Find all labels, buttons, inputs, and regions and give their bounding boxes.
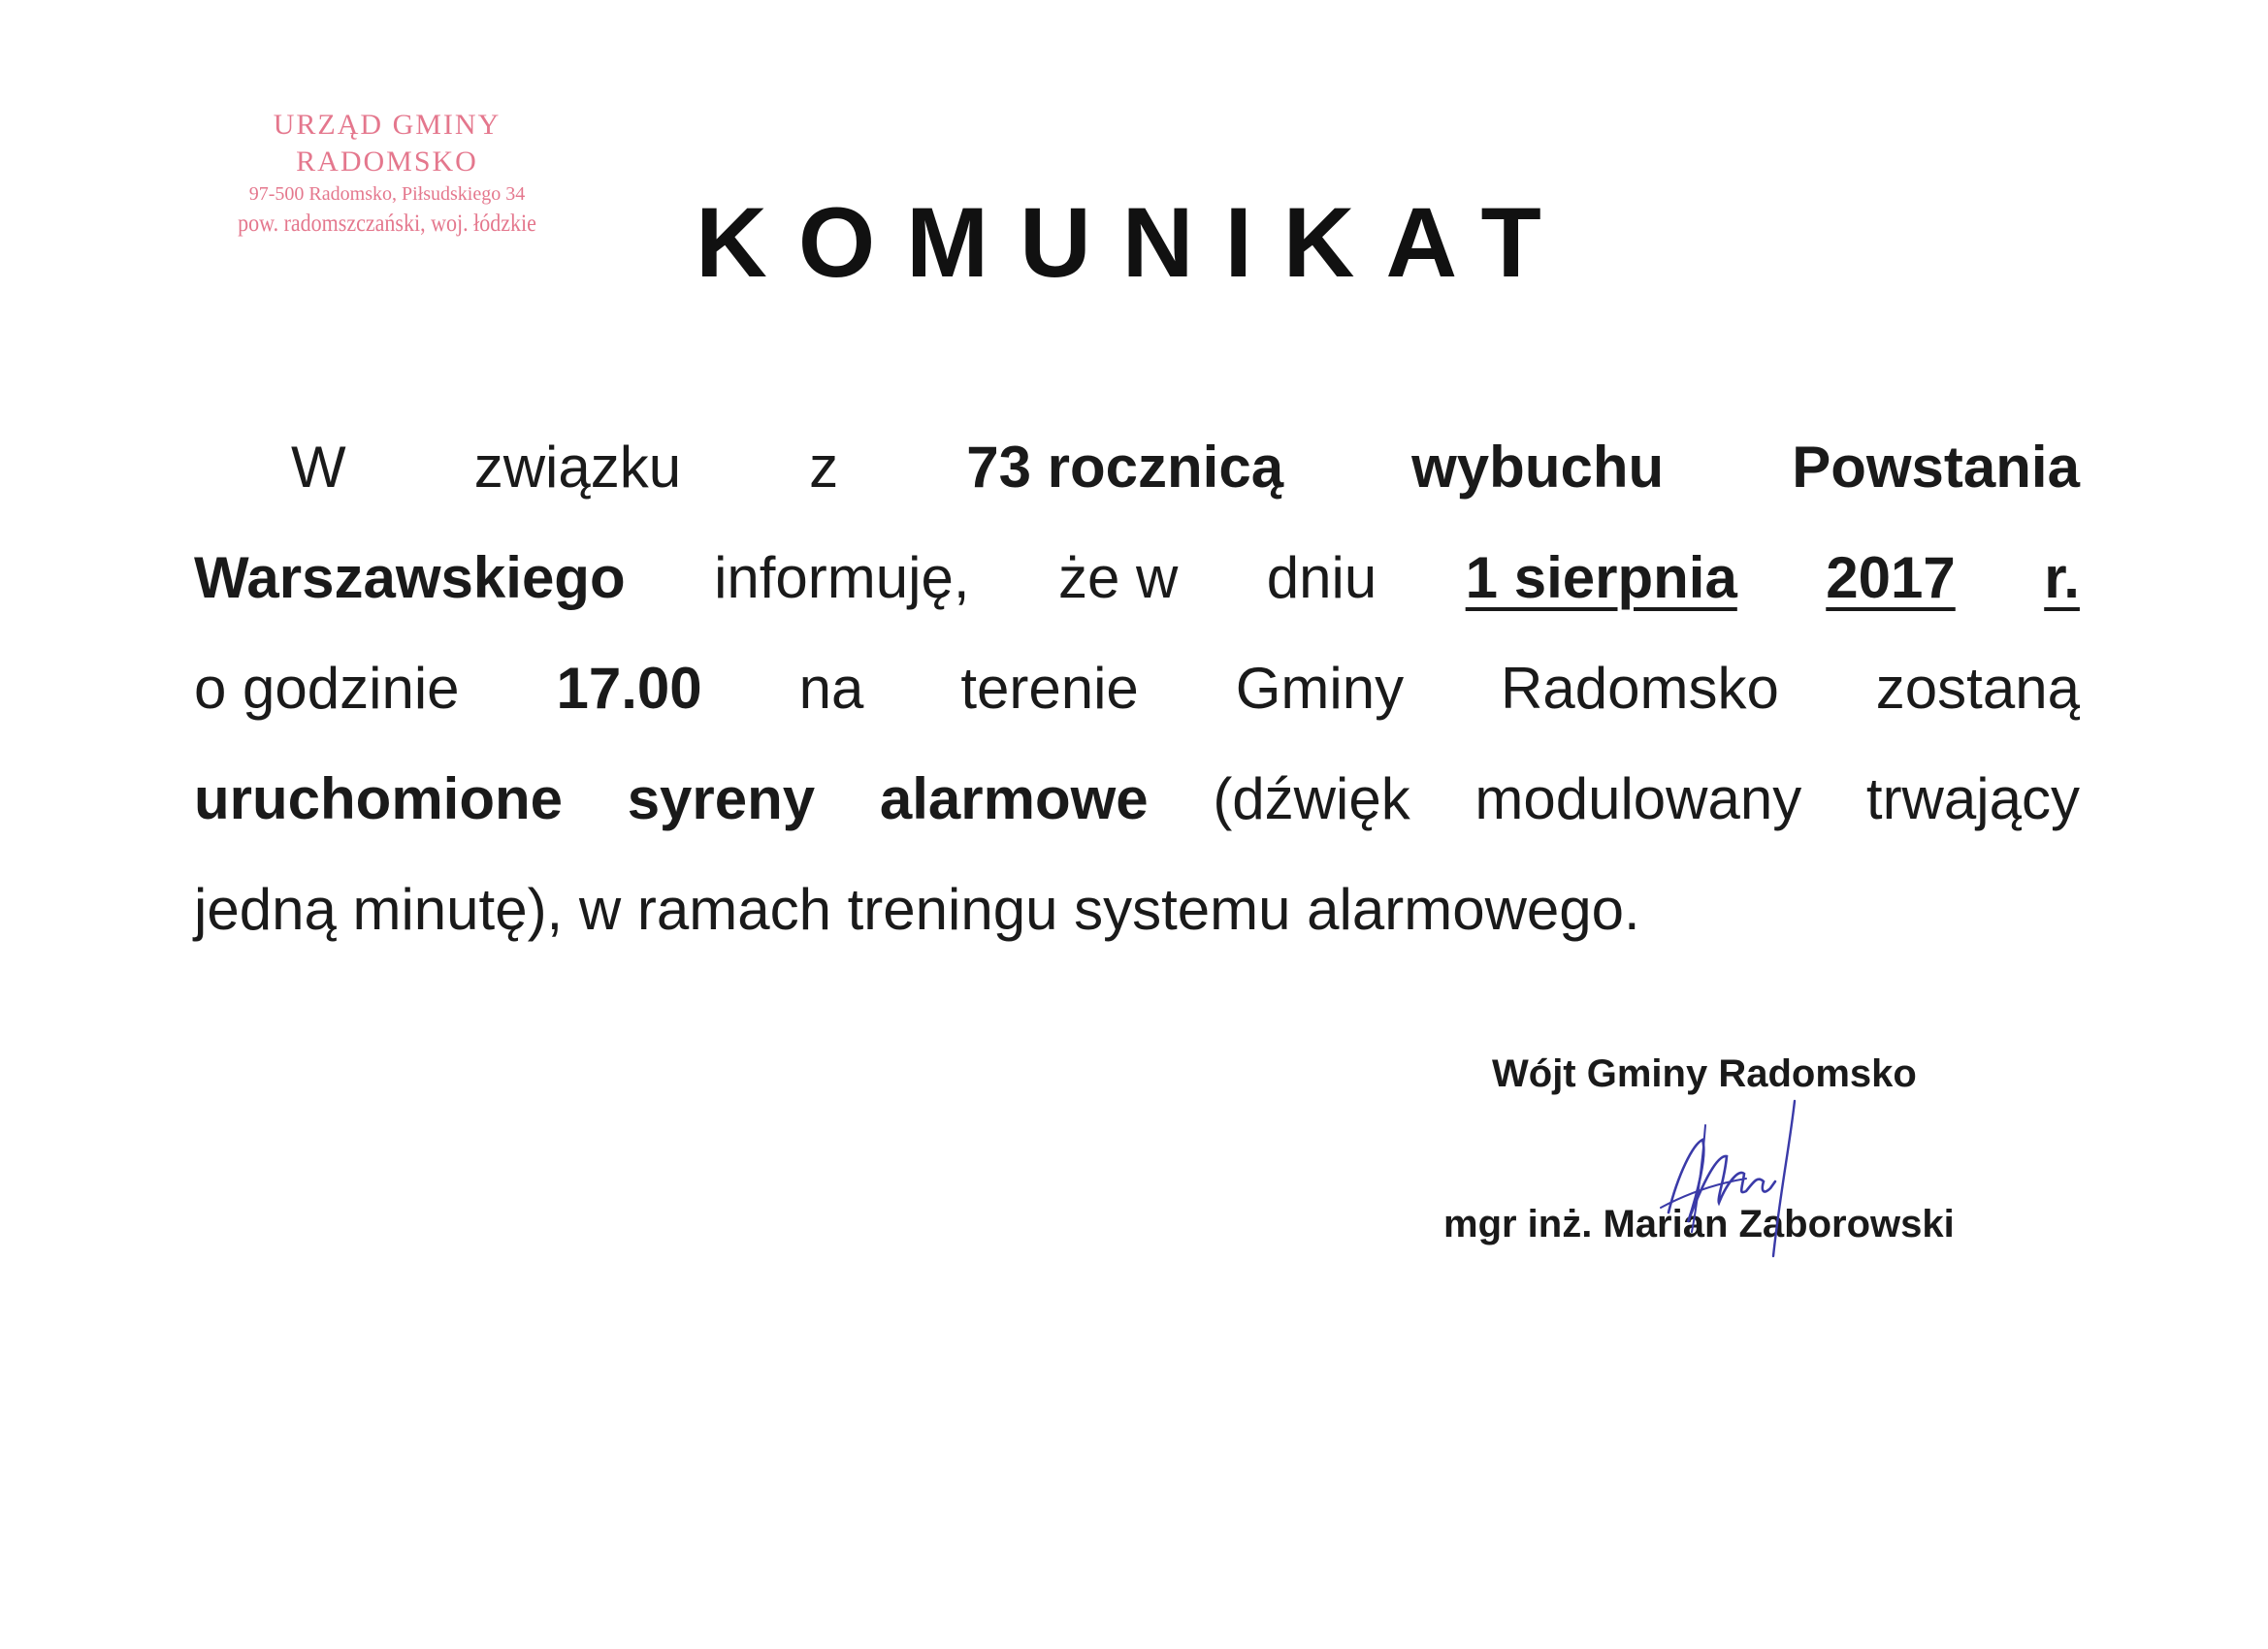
word: na (798, 656, 864, 721)
date-day-month: 1 sierpnia (1465, 545, 1737, 610)
word: dniu (1266, 545, 1377, 610)
word: zostaną (1875, 656, 2080, 721)
word: uruchomione (194, 766, 564, 831)
body-line-4 (194, 744, 2080, 855)
word: alarmowe (879, 766, 1149, 831)
word: (dźwięk (1213, 766, 1410, 831)
word: modulowany (1474, 766, 1802, 831)
body-line-1 (194, 412, 2080, 523)
word: wybuchu (1411, 435, 1665, 500)
word: trwający (1865, 766, 2080, 831)
body-line-5 (194, 855, 2080, 965)
body-line-3 (194, 633, 2080, 744)
date-suffix: r. (2044, 545, 2080, 610)
document-title: KOMUNIKAT (696, 187, 1572, 298)
word: W (291, 435, 346, 500)
word: Radomsko (1501, 656, 1779, 721)
signatory-name: mgr inż. Marian Zaborowski (1443, 1203, 1955, 1245)
date-year: 2017 (1826, 545, 1956, 610)
word: o godzinie (194, 656, 460, 721)
stamp-line-3: pow. radomszczański, woj. łódzkie (238, 210, 536, 237)
word: Powstania (1792, 435, 2080, 500)
handwritten-signature (1649, 1086, 1824, 1271)
word: związku (473, 435, 682, 500)
word: że w (1057, 545, 1179, 610)
time-text: 17.00 (556, 656, 702, 721)
stamp-line-2: 97-500 Radomsko, Piłsudskiego 34 (248, 183, 526, 205)
word: informuję, (714, 545, 970, 610)
word: Gminy (1235, 656, 1405, 721)
body-line-2 (194, 523, 2080, 633)
signatory-title: Wójt Gminy Radomsko (1492, 1052, 1917, 1095)
word: z (809, 435, 839, 500)
announcement-body (194, 412, 2080, 965)
stamp-line-1: URZĄD GMINY RADOMSKO (273, 109, 502, 178)
word: syreny (627, 766, 816, 831)
anniversary-text: 73 rocznicą (966, 435, 1284, 500)
word: terenie (960, 656, 1139, 721)
body-last-line: jedną minutę), w ramach treningu systemu alarmowego. (194, 877, 1640, 942)
word: Warszawskiego (194, 545, 626, 610)
